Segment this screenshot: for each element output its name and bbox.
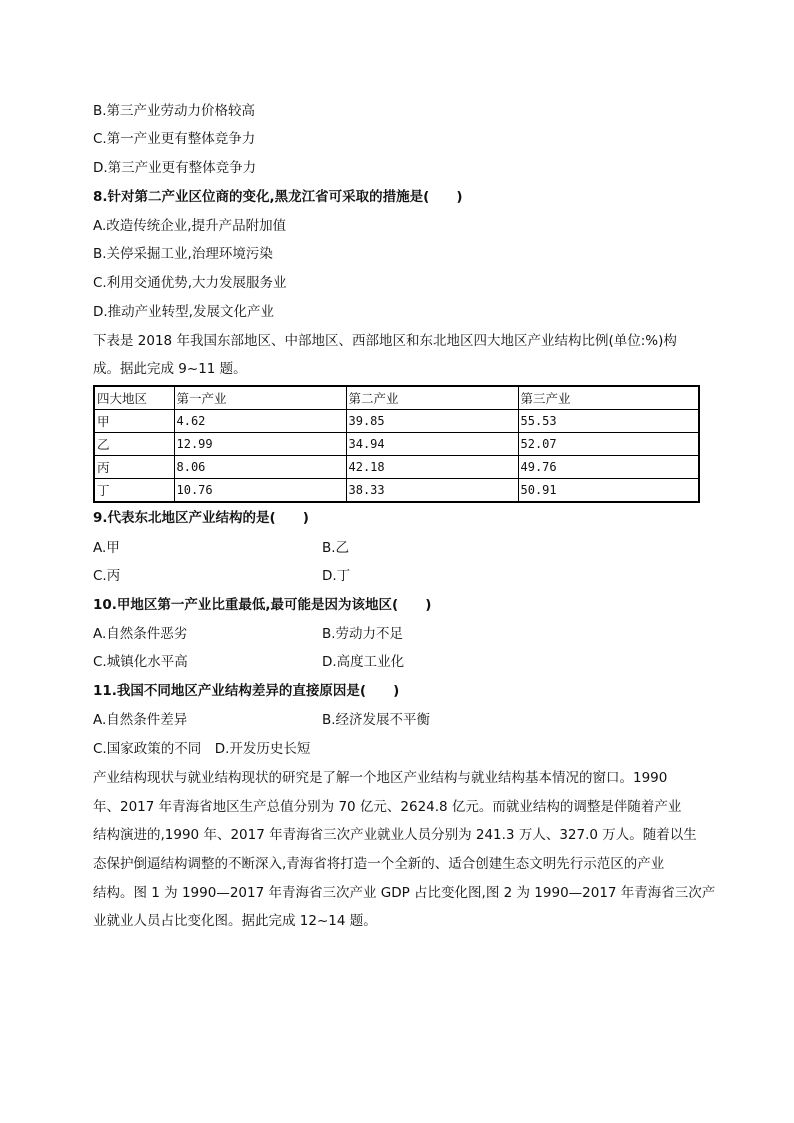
q10-option-c: C.城镇化水平高 bbox=[93, 654, 188, 670]
tertiary-cell: 55.53 bbox=[518, 410, 699, 433]
passage-line: 结构。图 1 为 1990—2017 年青海省三次产业 GDP 占比变化图,图 2 为 1990—2017 年青海省三次产 bbox=[93, 885, 716, 901]
secondary-cell: 39.85 bbox=[346, 410, 518, 433]
primary-cell: 10.76 bbox=[174, 479, 346, 503]
q10-option-b: B.劳动力不足 bbox=[322, 626, 404, 642]
q9-option-a: A.甲 bbox=[93, 540, 120, 556]
table-row bbox=[94, 479, 699, 503]
table-row bbox=[94, 433, 699, 456]
primary-cell: 4.62 bbox=[174, 410, 346, 433]
passage-line: 结构演进的,1990 年、2017 年青海省三次产业就业人员分别为 241.3 万人、327.0 万人。随着以生 bbox=[93, 827, 697, 843]
q8-option-b: B.关停采掘工业,治理环境污染 bbox=[93, 246, 273, 262]
passage-line: 态保护倒逼结构调整的不断深入,青海省将打造一个全新的、适合创建生态文明先行示范区的产业 bbox=[93, 856, 665, 872]
q11-option-a: A.自然条件差异 bbox=[93, 712, 188, 728]
secondary-cell: 34.94 bbox=[346, 433, 518, 456]
secondary-cell: 42.18 bbox=[346, 456, 518, 479]
q7-option-c: C.第一产业更有整体竞争力 bbox=[93, 131, 256, 147]
passage-line: 产业结构现状与就业结构现状的研究是了解一个地区产业结构与就业结构基本情况的窗口。1990 bbox=[93, 770, 668, 786]
q8-option-d: D.推动产业转型,发展文化产业 bbox=[93, 304, 274, 320]
q11-option-b: B.经济发展不平衡 bbox=[322, 712, 431, 728]
region-cell: 丁 bbox=[94, 479, 174, 503]
q9-stem: 9.代表东北地区产业结构的是( ) bbox=[93, 510, 309, 526]
q8-option-c: C.利用交通优势,大力发展服务业 bbox=[93, 275, 287, 291]
table-header-row bbox=[94, 386, 699, 410]
table-intro-line2: 成。据此完成 9~11 题。 bbox=[93, 361, 247, 377]
passage-line: 业就业人员占比变化图。据此完成 12~14 题。 bbox=[93, 913, 377, 929]
q7-option-d: D.第三产业更有整体竞争力 bbox=[93, 160, 257, 176]
q8-option-a: A.改造传统企业,提升产品附加值 bbox=[93, 218, 287, 234]
table-row bbox=[94, 456, 699, 479]
tertiary-cell: 52.07 bbox=[518, 433, 699, 456]
q9-option-b: B.乙 bbox=[322, 540, 350, 556]
q9-option-c: C.丙 bbox=[93, 568, 121, 584]
table-row bbox=[94, 410, 699, 433]
q8-stem: 8.针对第二产业区位商的变化,黑龙江省可采取的措施是( ) bbox=[93, 189, 463, 205]
q10-stem: 10.甲地区第一产业比重最低,最可能是因为该地区( ) bbox=[93, 597, 432, 613]
header-primary: 第一产业 bbox=[174, 386, 346, 410]
q9-option-d: D.丁 bbox=[322, 568, 351, 584]
primary-cell: 8.06 bbox=[174, 456, 346, 479]
q10-option-d: D.高度工业化 bbox=[322, 654, 405, 670]
passage-line: 年、2017 年青海省地区生产总值分别为 70 亿元、2624.8 亿元。而就业结构的调整是伴随着产业 bbox=[93, 799, 682, 815]
region-cell: 甲 bbox=[94, 410, 174, 433]
primary-cell: 12.99 bbox=[174, 433, 346, 456]
secondary-cell: 38.33 bbox=[346, 479, 518, 503]
industry-structure-table bbox=[93, 385, 700, 503]
region-cell: 乙 bbox=[94, 433, 174, 456]
region-cell: 丙 bbox=[94, 456, 174, 479]
header-tertiary: 第三产业 bbox=[518, 386, 699, 410]
tertiary-cell: 50.91 bbox=[518, 479, 699, 503]
table-intro-line1: 下表是 2018 年我国东部地区、中部地区、西部地区和东北地区四大地区产业结构比例(单位:%)构 bbox=[93, 333, 677, 349]
tertiary-cell: 49.76 bbox=[518, 456, 699, 479]
header-region: 四大地区 bbox=[94, 386, 174, 410]
q11-options-cd: C.国家政策的不同 D.开发历史长短 bbox=[93, 741, 311, 757]
header-secondary: 第二产业 bbox=[346, 386, 518, 410]
q7-option-b: B.第三产业劳动力价格较高 bbox=[93, 103, 256, 119]
q10-option-a: A.自然条件恶劣 bbox=[93, 626, 188, 642]
q11-stem: 11.我国不同地区产业结构差异的直接原因是( ) bbox=[93, 683, 400, 699]
